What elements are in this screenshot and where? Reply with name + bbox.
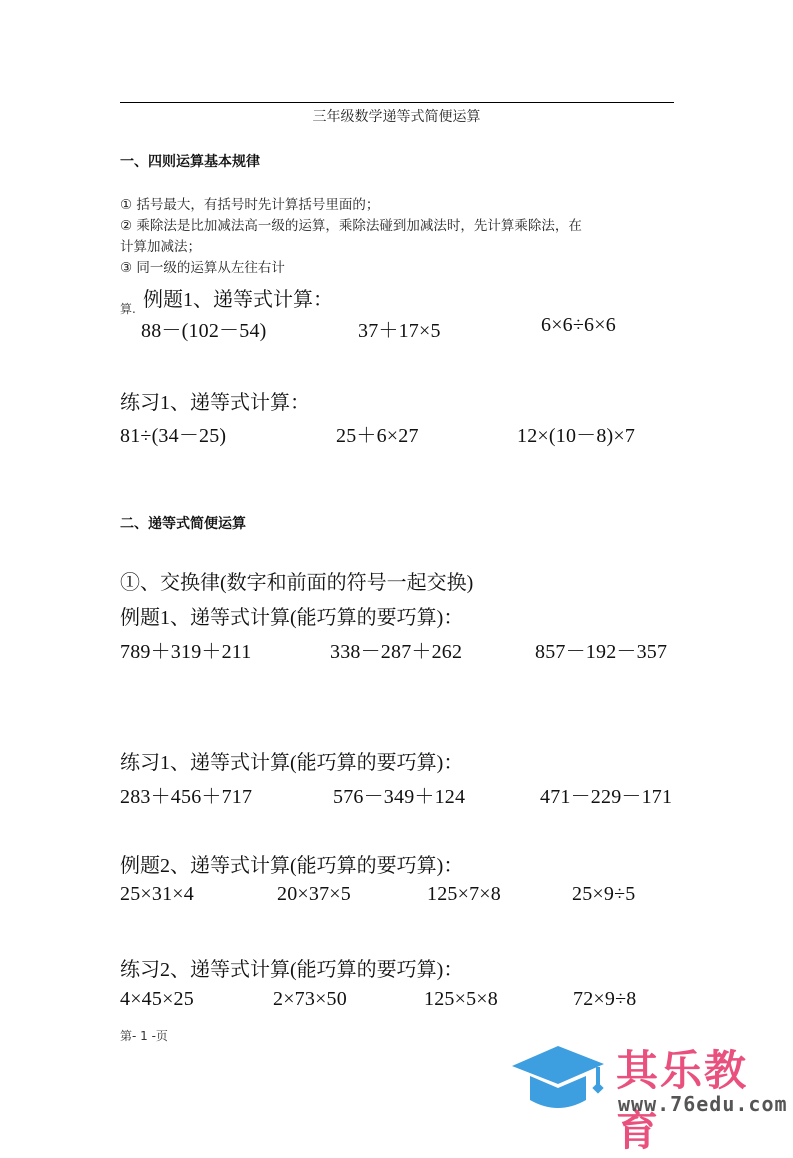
- section1-heading: 一、四则运算基本规律: [120, 154, 260, 170]
- practice1-problem-1: 81÷(34－25): [120, 425, 227, 447]
- rule-2: ② 乘除法是比加减法高一级的运算，乘除法碰到加减法时，先计算乘除法，在: [120, 218, 582, 234]
- practice1-problem-2: 25＋6×27: [336, 425, 419, 447]
- s2-example2-problem-3: 125×7×8: [427, 883, 501, 905]
- example1-problem-1: 88－(102－54): [141, 320, 267, 342]
- example1-problem-2: 37＋17×5: [358, 320, 441, 342]
- rule-3: ③ 同一级的运算从左往右计: [120, 260, 285, 276]
- s2-example1-problem-2: 338－287＋262: [330, 641, 463, 663]
- s2-practice2-label: 练习2、递等式计算(能巧算的要巧算)：: [120, 959, 464, 981]
- watermark-logo: [508, 1038, 788, 1155]
- rule-2-continued: 计算加减法；: [120, 239, 201, 255]
- s2-example1-problem-1: 789＋319＋211: [120, 641, 252, 663]
- s2-example1-problem-3: 857－192－357: [535, 641, 668, 663]
- s2-practice2-problem-4: 72×9÷8: [573, 988, 637, 1010]
- page-number-footer: 第- 1 -页: [120, 1029, 168, 1043]
- s2-example2-problem-2: 20×37×5: [277, 883, 351, 905]
- s2-practice1-problem-2: 576－349＋124: [333, 786, 466, 808]
- s2-example1-label: 例题1、递等式计算(能巧算的要巧算)：: [120, 607, 464, 629]
- graduation-cap-icon: [508, 1040, 608, 1112]
- example1-problem-3: 6×6÷6×6: [541, 314, 616, 336]
- s2-practice1-label: 练习1、递等式计算(能巧算的要巧算)：: [120, 752, 464, 774]
- rule-1: ① 括号最大，有括号时先计算括号里面的；: [120, 197, 380, 213]
- practice1-problem-3: 12×(10－8)×7: [517, 425, 636, 447]
- s2-practice2-problem-3: 125×5×8: [424, 988, 498, 1010]
- s2-practice2-problem-2: 2×73×50: [273, 988, 347, 1010]
- example1-label: 例题1、递等式计算：: [143, 289, 333, 311]
- section2-heading: 二、递等式简便运算: [120, 516, 246, 532]
- s2-example2-label: 例题2、递等式计算(能巧算的要巧算)：: [120, 855, 464, 877]
- commutative-law-heading: ①、交换律(数字和前面的符号一起交换): [120, 572, 474, 594]
- header-rule: [120, 102, 674, 103]
- s2-practice1-problem-3: 471－229－171: [540, 786, 673, 808]
- document-title: 三年级数学递等式简便运算: [312, 109, 481, 125]
- s2-example2-problem-4: 25×9÷5: [572, 883, 636, 905]
- brand-name: 其乐教育: [616, 1046, 749, 1155]
- stray-fragment: 算.: [120, 302, 136, 316]
- s2-practice2-problem-1: 4×45×25: [120, 988, 194, 1010]
- s2-practice1-problem-1: 283＋456＋717: [120, 786, 253, 808]
- s2-example2-problem-1: 25×31×4: [120, 883, 194, 905]
- brand-url: www.76edu.com: [618, 1092, 788, 1116]
- practice1-label: 练习1、递等式计算：: [120, 392, 310, 414]
